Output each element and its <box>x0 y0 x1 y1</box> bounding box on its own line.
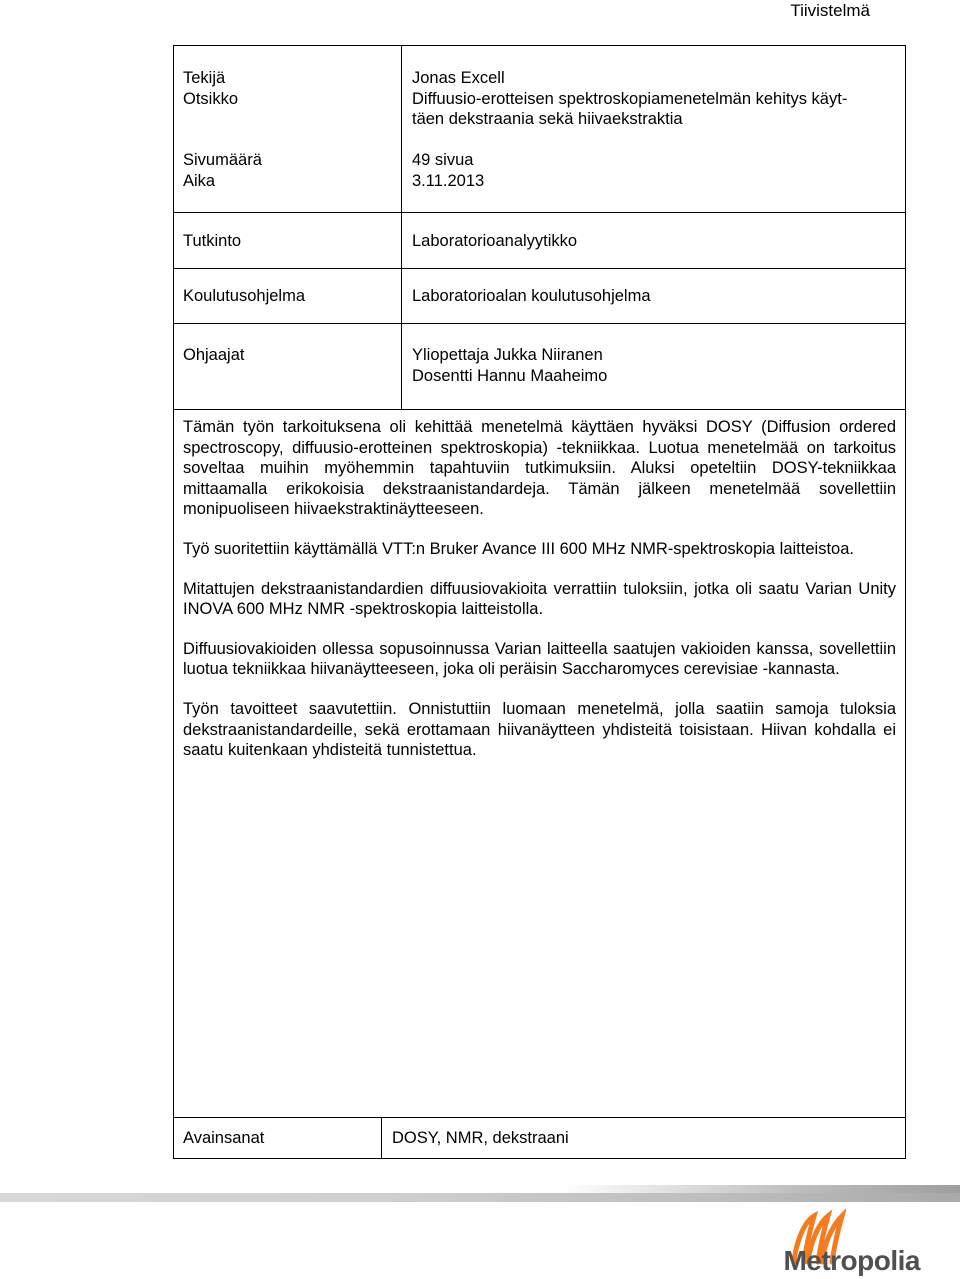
metropolia-logo-text: Metropolia <box>783 1245 920 1276</box>
row-separator <box>173 268 906 269</box>
abstract-body <box>183 417 896 780</box>
thesis-title-line1: Diffuusio-erotteisen spektroskopiamenetelmän kehitys käyt- <box>412 90 848 108</box>
row-separator <box>173 323 906 324</box>
pages-label: Sivumäärä <box>183 151 262 169</box>
degree-label: Tutkinto <box>183 232 242 250</box>
keywords-divider <box>381 1117 382 1159</box>
keywords-label: Avainsanat <box>183 1129 265 1147</box>
abstract-paragraph: Työn tavoitteet saavutettiin. Onnistuttiin luomaan menetelmä, jolla saatiin samoja tuloksia dekstraanistandardeille, sekä erottamaan hiivanäytteen yhdisteitä toisistaan. Hiivan kohdalla ei saatu kuitenkaan yhdisteitä tunnistettua. <box>183 699 896 760</box>
row-separator <box>173 409 906 410</box>
footer-band-accent <box>560 1185 960 1193</box>
pages-value: 49 sivua <box>412 151 474 169</box>
degree-value: Laboratorioanalyytikko <box>412 232 578 250</box>
title-label: Otsikko <box>183 90 239 108</box>
date-label: Aika <box>183 172 216 190</box>
supervisor-1: Yliopettaja Jukka Niiranen <box>412 346 603 364</box>
footer-band <box>0 1193 960 1202</box>
column-divider <box>401 45 402 410</box>
author-value: Jonas Excell <box>412 69 505 87</box>
thesis-title-line2: täen dekstraania sekä hiivaekstraktia <box>412 110 683 128</box>
date-value: 3.11.2013 <box>412 172 485 190</box>
abstract-paragraph: Mitattujen dekstraanistandardien diffuusiovakioita verrattiin tuloksiin, jotka oli saatu Varian Unity INOVA 600 MHz NMR -spektroskopia laitteistolla. <box>183 579 896 619</box>
abstract-paragraph: Diffuusiovakioiden ollessa sopusoinnussa Varian laitteella saatujen vakioiden kanssa, sovellettiin luotua tekniikkaa hiivanäytteeseen, joka oli peräisin Saccharomyces cerevisiae -kannasta. <box>183 639 896 679</box>
abstract-paragraph: Työ suoritettiin käyttämällä VTT:n Bruker Avance III 600 MHz NMR-spektroskopia laitteistoa. <box>183 539 854 558</box>
keywords-value: DOSY, NMR, dekstraani <box>392 1129 569 1147</box>
keywords-separator <box>173 1117 906 1118</box>
programme-label: Koulutusohjelma <box>183 287 305 305</box>
row-separator <box>173 212 906 213</box>
abstract-paragraph: Tämän työn tarkoituksena oli kehittää menetelmä käyttäen hyväksi DOSY (Diffusion ordered spectroscopy, diffuusio-erotteinen spektroskopia) -tekniikkaa. Luotua menetelmää on tarkoitus soveltaa muihin myöhemmin tapahtuviin tutkimuksiin. Aluksi opeteltiin DOSY-tekniikkaa mittaamalla erikokoisia dekstraanistandardeja. Tämän jälkeen menetelmää sovellettiin monipuoliseen hiivaekstraktinäytteeseen. <box>183 418 896 519</box>
supervisor-2: Dosentti Hannu Maaheimo <box>412 367 608 385</box>
programme-value: Laboratorioalan koulutusohjelma <box>412 287 651 305</box>
supervisors-label: Ohjaajat <box>183 346 245 364</box>
author-label: Tekijä <box>183 69 226 87</box>
page-header-title: Tiivistelmä <box>790 1 870 20</box>
